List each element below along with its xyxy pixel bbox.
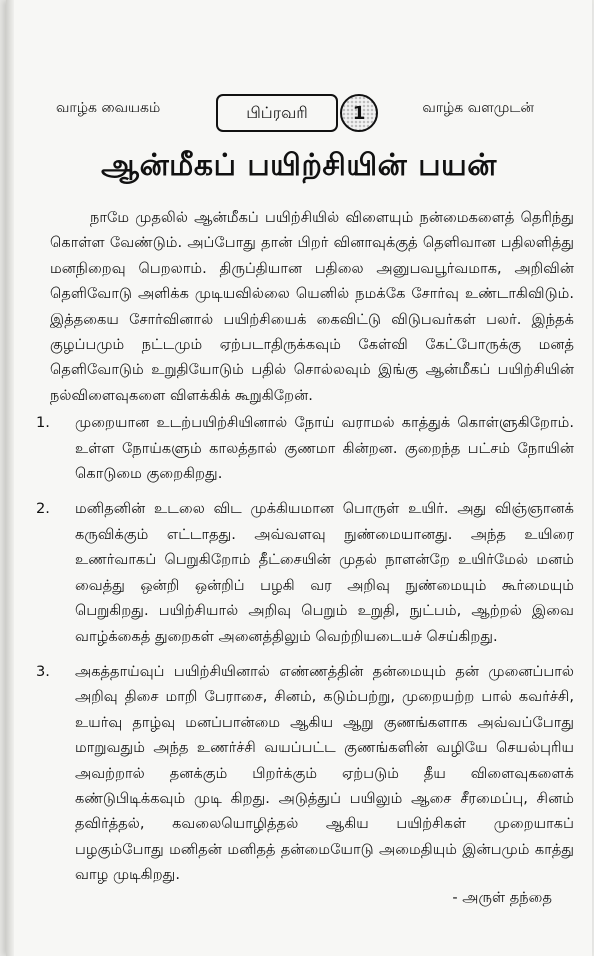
header-left-motto: வாழ்க வையகம் bbox=[56, 100, 161, 116]
page-content bbox=[36, 205, 574, 898]
list-item-text: மனிதனின் உடலை விட முக்கியமான பொருள் உயிர். அது விஞ்ஞானக் கருவிக்கும் எட்டாதது. அவ்வளவு நுண்மையானது. அந்த உயிரை உணர்வாகப் பெறுகிறோம் தீட்சையின் முதல் நாளன்றே உயிர்மேல் மனம் வைத்து ஒன்றி ஒன்றிப் பழகி வர அறிவு நுண்மையும் கூர்மையும் பெறுகிறது. பயிற்சியால் அறிவு பெறும் உறுதி, நுட்பம், ஆற்றல் இவை வாழ்க்கைத் துறைகள் அனைத்திலும் வெற்றியடையச் செய்கிறது. bbox=[75, 500, 574, 645]
list-item-text: முறையான உடற்பயிற்சியினால் நோய் வராமல் காத்துக் கொள்ளுகிறோம். உள்ள நோய்களும் காலத்தால் குணமா கின்றன. குறைந்த பட்சம் நோயின் கொடுமை குறைகிறது. bbox=[75, 414, 574, 483]
intro-paragraph: நாமே முதலில் ஆன்மீகப் பயிற்சியில் விளையும் நன்மைகளைத் தெரிந்து கொள்ள வேண்டும். அப்போது தான் பிறர் வினாவுக்குத் தெளிவான பதிலளித்து மனநிறைவு பெறலாம். திருப்தியான பதிலை அனுபவபூர்வமாக, அறிவின் தெளிவோடு அளிக்க முடியவில்லை யெனில் நமக்கே சோர்வு உண்டாகிவிடும். இத்தகைய சோர்வினால் பயிற்சியைக் கைவிட்டு விடுபவர்கள் பலர். இந்தக் குழப்பமும் நட்டமும் ஏற்படாதிருக்கவும் கேள்வி கேட்போருக்கு மனத் தெளிவோடும் உறுதியோடும் பதில் சொல்லவும் இங்கு ஆன்மீகப் பயிற்சியின் நல்விளைவுகளை விளக்கிக் கூறுகிறேன். bbox=[50, 209, 574, 404]
header-right-motto: வாழ்க வளமுடன் bbox=[422, 100, 534, 116]
page-edge-shadow bbox=[6, 0, 14, 956]
list-item-text: அகத்தாய்வுப் பயிற்சியினால் எண்ணத்தின் தன்மையும் தன் முனைப்பால் அறிவு திசை மாறி பேராசை, சினம், கடும்பற்று, முறையற்ற பால் கவர்ச்சி, உயர்வு தாழ்வு மனப்பான்மை ஆகிய ஆறு குணங்களாக அவ்வப்போது மாறுவதும் அந்த உணர்ச்சி வயப்பட்ட குணங்களின் வழியே செயல்புரிய அவற்றால் தனக்கும் பிறர்க்கும் ஏற்படும் தீய விளைவுகளைக் கண்டுபிடிக்கவும் முடி கிறது. அடுத்துப் பயிலும் ஆசை சீரமைப்பு, சினம் தவிர்த்தல், கவலையொழித்தல் ஆகிய பயிற்சிகள் முறையாகப் பழகும்போது மனிதன் மனிதத் தன்மையோடு அமைதியும் இன்பமும் காத்து வாழ முடிகிறது. bbox=[75, 662, 574, 884]
day-number-circle: 1 bbox=[340, 94, 378, 132]
list-item bbox=[36, 496, 574, 648]
book-page bbox=[6, 0, 592, 956]
author-signature: - அருள் தந்தை bbox=[452, 889, 552, 906]
month-box: பிப்ரவரி bbox=[216, 94, 338, 132]
page-header bbox=[6, 94, 592, 138]
list-item bbox=[36, 410, 574, 486]
list-item-number: 3. bbox=[36, 662, 50, 680]
list-item-number: 2. bbox=[36, 500, 50, 518]
points-list bbox=[36, 410, 574, 887]
list-item bbox=[36, 659, 574, 888]
page-title: ஆன்மீகப் பயிற்சியின் பயன் bbox=[101, 148, 497, 183]
list-item-number: 1. bbox=[36, 414, 50, 432]
